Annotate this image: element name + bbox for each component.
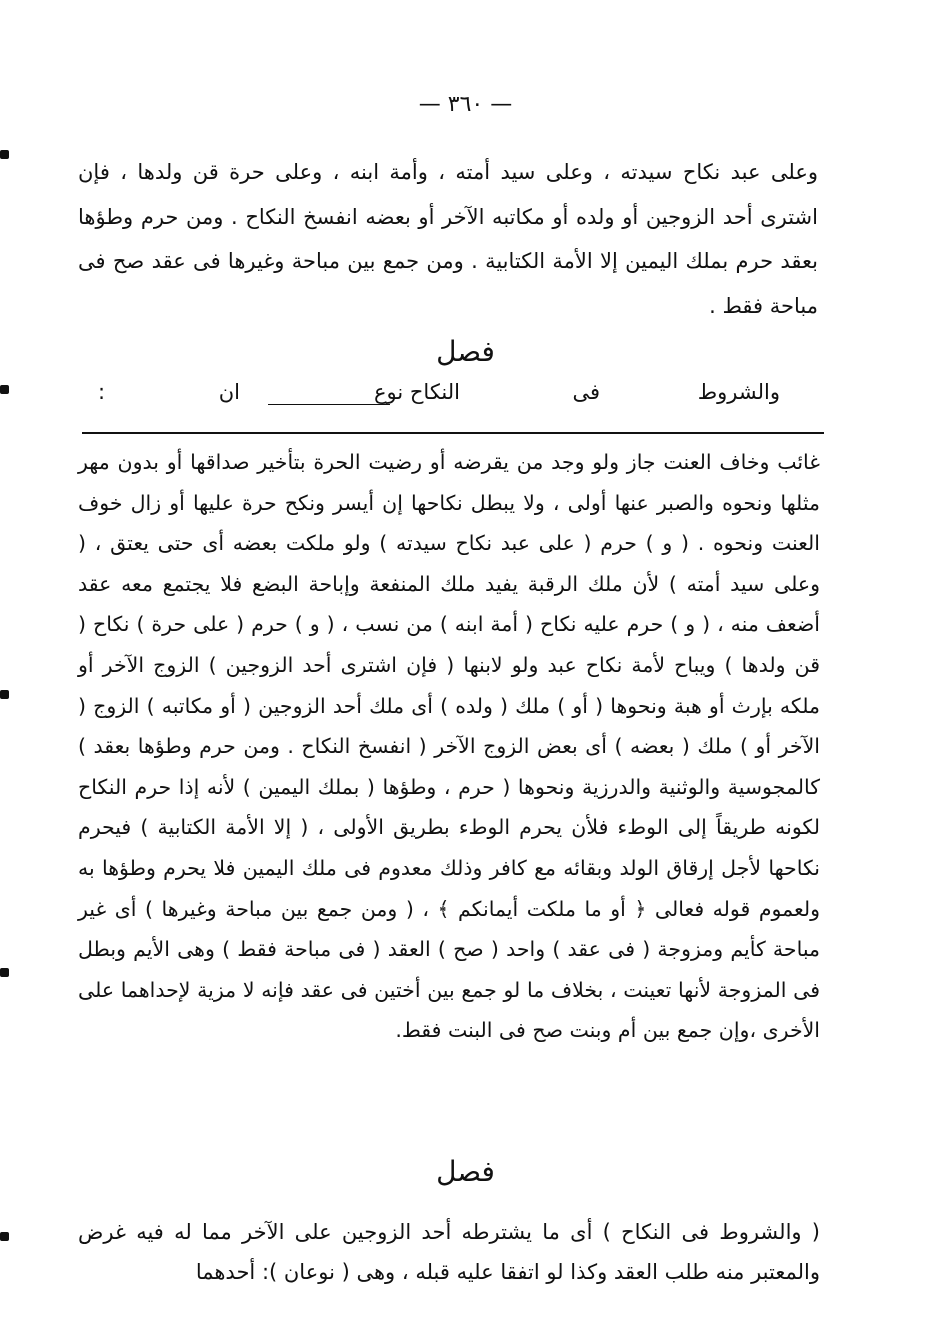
opening-word: النكاح نوع	[373, 380, 460, 404]
margin-mark	[0, 150, 9, 159]
gap-line	[268, 404, 390, 405]
section-opening-line	[80, 380, 780, 416]
commentary-text: غائب وخاف العنت جاز ولو وجد من يقرضه أو رضيت الحرة بتأخير صداقها أو بدون مهر مثلها ونحوه والصبر عنها أولى ، ولا يبطل نكاحها إن أيسر ونكح حرة عليها أو زال خوف العنت ونحوه . ( و ) حرم ( على عبد نكاح سيدته ) ولو ملكت بعضه أى حتى يعتق ، ( وعلى سيد أمته ) لأن ملك الرقبة يفيد ملك المنفعة وإباحة البضع فلا يجتمع معه عقد أضعف منه ، ( و ) حرم عليه نكاح ( أمة ابنه ) من نسب ، ( و ) حرم ( على حرة ) نكاح ( قن ولدها ) ويباح لأمة نكاح عبد ولو لابنها ( فإن اشترى أحد الزوجين ) الزوج الآخر أو ملكه بإرث أو هبة ونحوها ( أو ) ملك ( ولده ) أى ملك أحد الزوجين ( أو مكاتبه ) الزوج ( الآخر أو ) ملك ( بعضه ) أى بعض الزوج الآخر ( انفسخ النكاح . ومن حرم وطؤها بعقد ) كالمجوسية والوثنية والدرزية ونحوها ( حرم ، وطؤها ( بملك اليمين ) لأنه إذا حرم النكاح لكونه طريقاً إلى الوطء فلأن يحرم الوطء بطريق الأولى ، ( إلا الأمة الكتابية ) فيحرم نكاحها لأجل إرقاق الولد وبقائه مع كافر وذلك معدوم فى ملك اليمين فلا يحرم وطؤها به ولعموم قوله فعالى ﴿ أو ما ملكت أيمانكم ﴾ ، ( ومن جمع بين مباحة وغيرها ) أى غير مباحة كأيم ومزوجة ( فى عقد ) واحد ( صح ) العقد ( فى مباحة فقط ) وهى الأيم وبطل فى المزوجة لأنها تعينت ، بخلاف ما لو جمع بين أختين فى عقد فإنه لا مزية لإحداهما على الأخرى ،وإن جمع بين أم وبنت صح فى البنت فقط.	[78, 450, 820, 1043]
opening-colon: :	[98, 380, 106, 404]
commentary-text: ( والشروط فى النكاح ) أى ما يشترطه أحد الزوجين على الآخر مما له فيه غرض والمعتبر منه طلب العقد وكذا لو اتفقا عليه قبله ، وهى ( نوعان ): أحدهما	[78, 1220, 820, 1284]
margin-mark	[0, 385, 9, 394]
margin-mark	[0, 968, 9, 977]
margin-mark	[0, 1232, 9, 1241]
main-text-paragraph: وعلى عبد نكاح سيدته ، وعلى سيد أمته ، وأمة ابنه ، وعلى حرة قن ولدها ، فإن اشترى أحد الزوجين أو ولده أو مكاتبه الآخر أو بعضه انفسخ النكاح . ومن حرم وطؤها بعقد حرم بملك اليمين إلا الأمة الكتابية . ومن جمع بين مباحة وغيرها فى عقد صح فى مباحة فقط .	[78, 160, 818, 318]
section-heading: فصل	[436, 335, 495, 368]
margin-mark	[0, 690, 9, 699]
opening-word: فى	[572, 380, 600, 404]
text-commentary-divider	[82, 432, 824, 434]
opening-word: والشروط	[697, 380, 780, 404]
section-heading: فصل	[436, 1155, 495, 1188]
page-number: — ٣٦٠ —	[418, 92, 513, 117]
opening-word: ان	[218, 380, 240, 404]
